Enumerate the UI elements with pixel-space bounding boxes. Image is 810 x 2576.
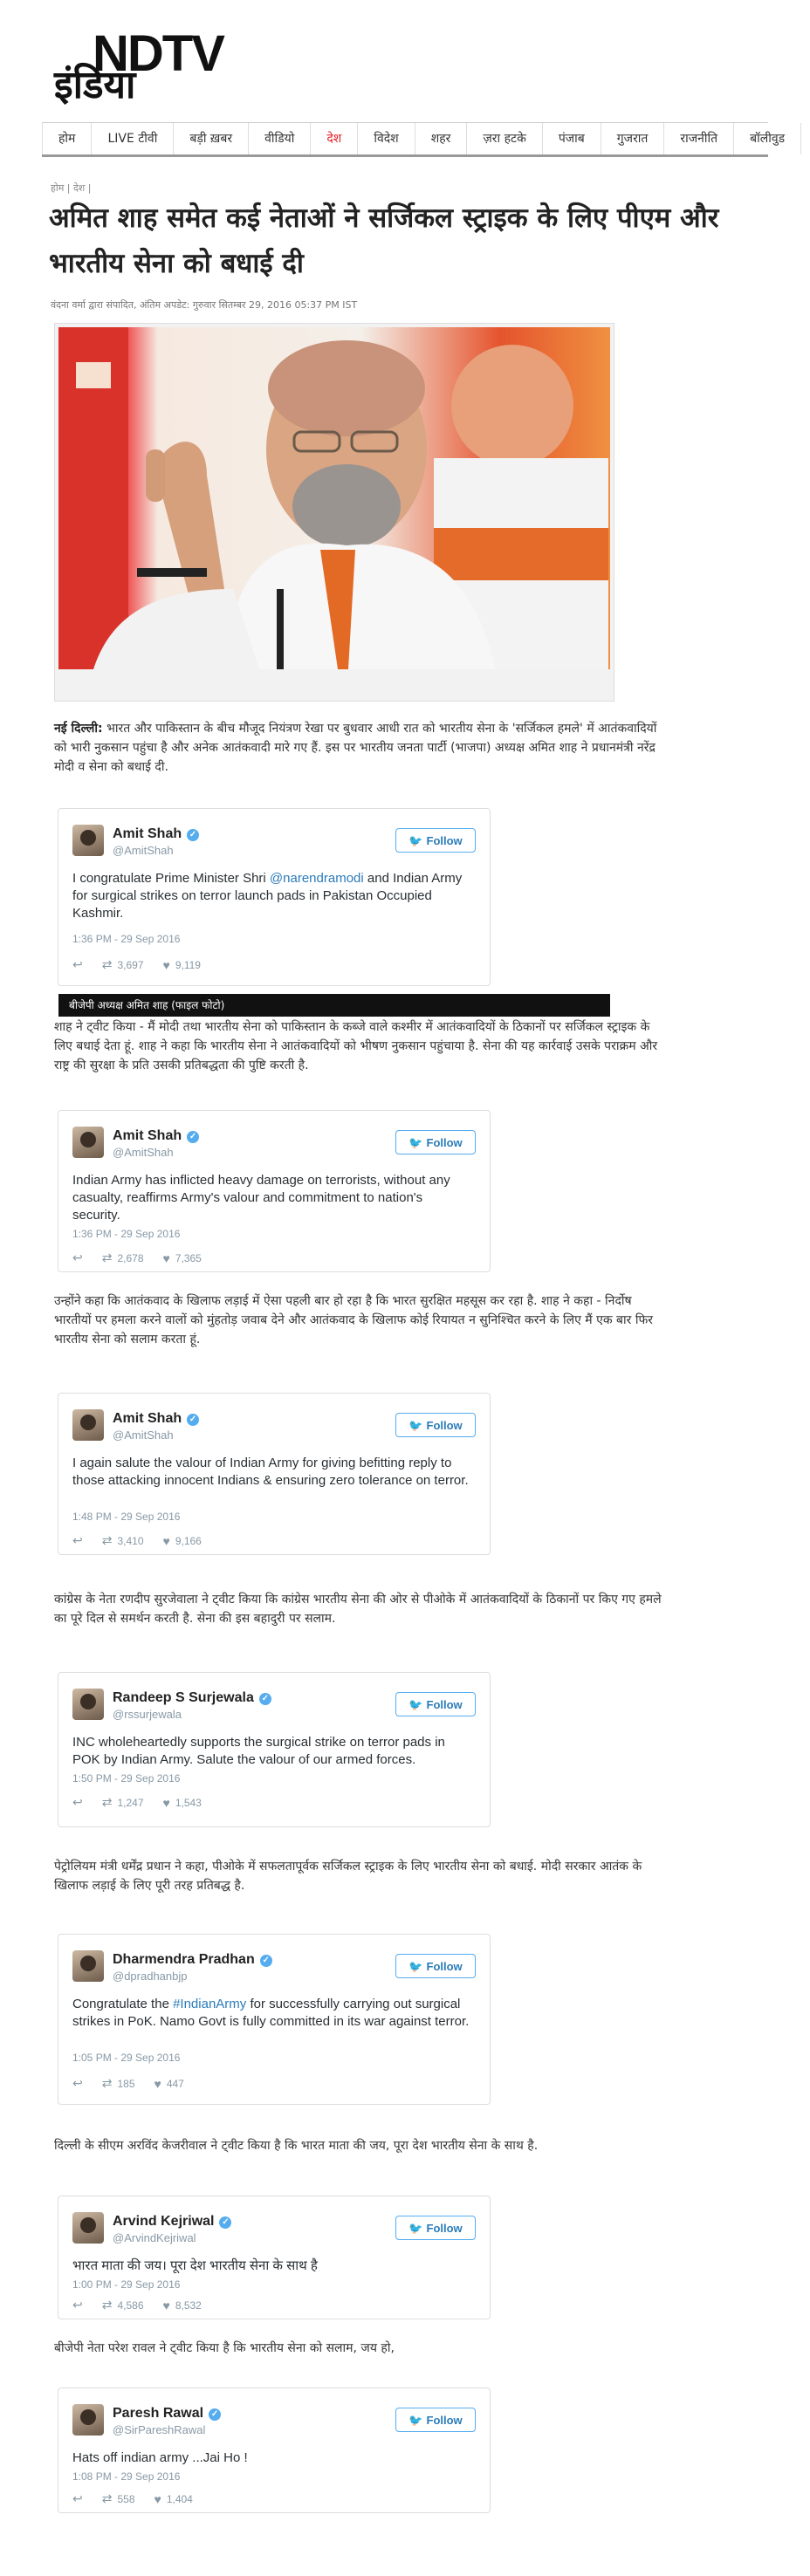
main-nav xyxy=(42,122,786,157)
tweet-mention-link[interactable]: @narendramodi xyxy=(269,871,364,886)
heart-icon: ♥ xyxy=(162,2298,170,2312)
hero-photo xyxy=(58,327,610,669)
nav-item-videos[interactable]: वीडियो xyxy=(249,123,311,154)
reply-icon: ↩ xyxy=(72,1795,83,1809)
nav-item-live-tv[interactable]: LIVE टीवी xyxy=(92,123,174,154)
twitter-bird-icon: 🐦 xyxy=(408,1960,423,1973)
retweet-action[interactable]: ⇄ 2,678 xyxy=(101,1250,144,1264)
nav-item-videsh[interactable]: विदेश xyxy=(358,123,415,154)
verified-badge-icon: ✓ xyxy=(187,1414,199,1426)
logo-india-text: इंडिया xyxy=(54,63,136,107)
ndtv-india-logo[interactable] xyxy=(54,26,278,106)
twitter-bird-icon: 🐦 xyxy=(408,1419,423,1432)
tweet-timestamp[interactable]: 1:36 PM - 29 Sep 2016 xyxy=(72,933,181,945)
like-action[interactable]: ♥ 447 xyxy=(154,2076,184,2091)
twitter-bird-icon: 🐦 xyxy=(408,834,423,847)
hero-caption: बीजेपी अध्यक्ष अमित शाह (फाइल फोटो) xyxy=(58,994,610,1017)
tweet-text: Indian Army has inflicted heavy damage on terrorists, without any casualty, reaffirms Army's valour and commitment to nation's security. xyxy=(72,1173,450,1223)
tweet-author-handle[interactable]: @AmitShah xyxy=(113,1428,174,1442)
breadcrumb[interactable]: होम | देश | xyxy=(51,182,92,194)
retweet-action[interactable]: ⇄ 558 xyxy=(101,2491,135,2505)
tweet-text: I again salute the valour of Indian Army for giving befitting reply to those attacking innocent Indians & ensuring zero tolerance on terror. xyxy=(72,1456,469,1488)
tweet-author-handle[interactable]: @AmitShah xyxy=(113,1146,174,1159)
verified-badge-icon: ✓ xyxy=(209,2408,221,2421)
heart-icon: ♥ xyxy=(154,2491,161,2506)
tweet-text: Congratulate the #IndianArmy for successfully carrying out surgical strikes in PoK. Namo Govt is fully committed in its war against terror. xyxy=(72,1997,470,2029)
retweet-icon: ⇄ xyxy=(101,1795,113,1809)
reply-icon: ↩ xyxy=(72,2491,83,2505)
article-paragraph: शाह ने ट्वीट किया - मैं मोदी तथा भारतीय सेना को पाकिस्तान के कब्जे वाले कश्मीर में आतंकवादियों के ठिकानों पर सर्जिकल स्ट्राइक के लिए बधाई देता हूं. शाह ने कहा कि भारतीय सेना ने आतंकवादियों को भीषण नुकसान पहुंचाया है. सेना की यह कार्रवाई उसके पराक्रम और राष्ट्र की सुरक्षा के प्रति उसकी प्रतिबद्धता की पुष्टि करती है. xyxy=(54,1020,658,1072)
avatar[interactable] xyxy=(72,1950,104,1982)
reply-action[interactable] xyxy=(72,2076,83,2091)
embedded-tweet[interactable] xyxy=(58,1393,491,1555)
tweet-actions xyxy=(72,1250,202,1265)
retweet-icon: ⇄ xyxy=(101,2298,113,2312)
tweet-actions xyxy=(72,1795,202,1810)
nav-item-gujarat[interactable]: गुजरात xyxy=(601,123,665,154)
article-paragraph: पेट्रोलियम मंत्री धर्मेंद्र प्रधान ने कहा, पीओके में सफलतापूर्वक सर्जिकल स्ट्राइक के लिए भारतीय सेना को बधाई. मोदी सरकार आतंक के खिलाफ लड़ाई के लिए पूरी तरह प्रतिबद्ध है. xyxy=(54,1860,642,1893)
tweet-author-name[interactable]: Randeep S Surjewala ✓ xyxy=(113,1690,271,1706)
verified-badge-icon: ✓ xyxy=(187,829,199,841)
tweet-author-name[interactable]: Amit Shah ✓ xyxy=(113,1128,199,1144)
article-paragraph: बीजेपी नेता परेश रावल ने ट्वीट किया है कि भारतीय सेना को सलाम, जय हो, xyxy=(54,2341,395,2355)
nav-item-bollywood[interactable]: बॉलीवुड xyxy=(734,123,801,154)
intro-dateline: नई दिल्ली: xyxy=(54,722,103,736)
follow-button[interactable]: 🐦 Follow xyxy=(395,1954,476,1978)
article-intro xyxy=(54,719,665,777)
tweet-text: भारत माता की जय। पूरा देश भारतीय सेना के साथ है xyxy=(72,2258,318,2273)
follow-button[interactable]: 🐦 Follow xyxy=(395,1692,476,1716)
tweet-author-handle[interactable]: @ArvindKejriwal xyxy=(113,2231,196,2244)
embedded-tweet[interactable] xyxy=(58,2388,491,2513)
like-action[interactable]: ♥ 1,404 xyxy=(154,2491,193,2506)
heart-icon: ♥ xyxy=(162,1250,170,1265)
tweet-author-name[interactable]: Amit Shah ✓ xyxy=(113,1411,199,1427)
logo-ndtv-text: NDTV xyxy=(93,25,223,82)
avatar[interactable] xyxy=(72,825,104,856)
retweet-icon: ⇄ xyxy=(101,957,113,971)
tweet-actions xyxy=(72,957,201,972)
like-action[interactable]: ♥ 7,365 xyxy=(162,1250,202,1265)
tweet-timestamp[interactable]: 1:00 PM - 29 Sep 2016 xyxy=(72,2278,181,2291)
twitter-bird-icon: 🐦 xyxy=(408,2414,423,2427)
nav-item-badi-khabar[interactable]: बड़ी ख़बर xyxy=(174,123,249,154)
reply-icon: ↩ xyxy=(72,957,83,971)
heart-icon: ♥ xyxy=(162,957,170,972)
tweet-author-handle[interactable]: @AmitShah xyxy=(113,844,174,857)
nav-item-zara-hatke[interactable]: ज़रा हटके xyxy=(467,123,542,154)
tweet-author-name[interactable]: Paresh Rawal ✓ xyxy=(113,2406,221,2422)
nav-item-shahar[interactable]: शहर xyxy=(415,123,468,154)
reply-icon: ↩ xyxy=(72,2076,83,2090)
tweet-author-handle[interactable]: @dpradhanbjp xyxy=(113,1970,188,1983)
tweet-hashtag-link[interactable]: #IndianArmy xyxy=(173,1997,247,2011)
article-headline: अमित शाह समेत कई नेताओं ने सर्जिकल स्ट्राइक के लिए पीएम और भारतीय सेना को बधाई दी xyxy=(49,202,719,279)
reply-action[interactable] xyxy=(72,1795,83,1810)
heart-icon: ♥ xyxy=(154,2076,161,2091)
retweet-action[interactable]: ⇄ 3,697 xyxy=(101,957,144,971)
tweet-text: INC wholeheartedly supports the surgical strike on terror pads in POK by Indian Army. Salute the valour of our armed forces. xyxy=(72,1735,445,1767)
reply-action[interactable] xyxy=(72,1250,83,1265)
reply-action[interactable] xyxy=(72,2491,83,2506)
embedded-tweet[interactable] xyxy=(58,808,491,986)
amit-shah-photo-illustration xyxy=(58,327,610,669)
nav-item-home[interactable]: होम xyxy=(42,123,92,154)
retweet-icon: ⇄ xyxy=(101,2076,113,2090)
retweet-action[interactable]: ⇄ 4,586 xyxy=(101,2298,144,2312)
verified-badge-icon: ✓ xyxy=(187,1131,199,1143)
retweet-action[interactable]: ⇄ 3,410 xyxy=(101,1533,144,1547)
tweet-author-name[interactable]: Dharmendra Pradhan ✓ xyxy=(113,1952,272,1968)
article-paragraph: उन्होंने कहा कि आतंकवाद के खिलाफ लड़ाई में ऐसा पहली बार हो रहा है कि भारत सुरक्षित महसूस कर रहा है. शाह ने कहा - निर्दोष भारतीयों पर हमला करने वालों को मुंहतोड़ जवाब देने और आतंकवाद के खिलाफ कोई रियायत न सुनिश्चित करने के लिए मैं एक बार फिर भारतीय सेना को सलाम करता हूं. xyxy=(54,1294,653,1346)
verified-badge-icon: ✓ xyxy=(259,1693,271,1705)
follow-button[interactable]: 🐦 Follow xyxy=(395,1413,476,1437)
reply-icon: ↩ xyxy=(72,1250,83,1264)
tweet-text: I congratulate Prime Minister Shri @narendramodi and Indian Army for surgical strikes on terror launch pads in Pakistan Occupied Kashmir. xyxy=(72,871,463,921)
twitter-bird-icon: 🐦 xyxy=(408,1698,423,1711)
tweet-timestamp[interactable]: 1:50 PM - 29 Sep 2016 xyxy=(72,1772,181,1785)
avatar[interactable] xyxy=(72,1127,104,1158)
embedded-tweet[interactable] xyxy=(58,1110,491,1272)
reply-action[interactable] xyxy=(72,2298,83,2312)
tweet-author-handle[interactable]: @rssurjewala xyxy=(113,1708,182,1721)
tweet-author-handle[interactable]: @SirPareshRawal xyxy=(113,2423,206,2436)
verified-badge-icon: ✓ xyxy=(260,1955,272,1967)
nav-item-punjab[interactable]: पंजाब xyxy=(543,123,601,154)
embedded-tweet[interactable] xyxy=(58,1934,491,2105)
twitter-bird-icon: 🐦 xyxy=(408,2222,423,2235)
twitter-bird-icon: 🐦 xyxy=(408,1136,423,1149)
tweet-actions xyxy=(72,1533,202,1548)
retweet-icon: ⇄ xyxy=(101,1533,113,1547)
tweet-timestamp[interactable]: 1:36 PM - 29 Sep 2016 xyxy=(72,1228,181,1240)
tweet-actions xyxy=(72,2491,193,2506)
avatar[interactable] xyxy=(72,2404,104,2436)
intro-text: भारत और पाकिस्तान के बीच मौजूद नियंत्रण रेखा पर बुधवार आधी रात को भारतीय सेना के 'सर्जिकल हमले' में आतंकवादियों को भारी नुकसान पहुंचा है और अनेक आतंकवादी मारे गए हैं. इस पर भारतीय जनता पार्टी (भाजपा) अध्यक्ष अमित शाह ने प्रधानमंत्री नरेंद्र मोदी व सेना को बधाई दी. xyxy=(54,722,657,774)
avatar[interactable] xyxy=(72,2212,104,2244)
retweet-action[interactable]: ⇄ 1,247 xyxy=(101,1795,144,1809)
tweet-actions xyxy=(72,2298,202,2312)
reply-action[interactable] xyxy=(72,1533,83,1548)
nav-item-desh[interactable]: देश xyxy=(311,123,358,154)
tweet-timestamp[interactable]: 1:08 PM - 29 Sep 2016 xyxy=(72,2470,181,2483)
verified-badge-icon: ✓ xyxy=(219,2216,231,2229)
article-byline: वंदना वर्मा द्वारा संपादित, अंतिम अपडेट: गुरुवार सितम्बर 29, 2016 05:37 PM IST xyxy=(51,299,358,311)
article-paragraph: कांग्रेस के नेता रणदीप सुरजेवाला ने ट्वीट किया कि कांग्रेस भारतीय सेना की ओर से पीओके में आतंकवादियों के ठिकानों पर किए गए हमले का पूरे दिल से समर्थन करती है. सेना की इस बहादुरी पर सलाम. xyxy=(54,1593,662,1626)
like-action[interactable]: ♥ 9,166 xyxy=(162,1533,202,1548)
like-action[interactable]: ♥ 9,119 xyxy=(162,957,201,972)
tweet-actions xyxy=(72,2076,184,2091)
article-paragraph: दिल्ली के सीएम अरविंद केजरीवाल ने ट्वीट किया है कि भारत माता की जय, पूरा देश भारतीय सेना के साथ है. xyxy=(54,2139,539,2153)
nav-item-rajneeti[interactable]: राजनीति xyxy=(664,123,734,154)
embedded-tweet[interactable] xyxy=(58,1672,491,1827)
follow-button[interactable]: 🐦 Follow xyxy=(395,2216,476,2240)
follow-button[interactable]: 🐦 Follow xyxy=(395,1130,476,1154)
retweet-icon: ⇄ xyxy=(101,1250,113,1264)
tweet-timestamp[interactable]: 1:48 PM - 29 Sep 2016 xyxy=(72,1511,181,1523)
follow-button[interactable]: 🐦 Follow xyxy=(395,828,476,853)
tweet-author-name[interactable]: Amit Shah ✓ xyxy=(113,826,199,842)
tweet-timestamp[interactable]: 1:05 PM - 29 Sep 2016 xyxy=(72,2052,181,2064)
reply-icon: ↩ xyxy=(72,1533,83,1547)
like-action[interactable]: ♥ 1,543 xyxy=(162,1795,202,1810)
reply-action[interactable] xyxy=(72,957,83,972)
reply-icon: ↩ xyxy=(72,2298,83,2312)
follow-button[interactable]: 🐦 Follow xyxy=(395,2408,476,2432)
heart-icon: ♥ xyxy=(162,1533,170,1548)
like-action[interactable]: ♥ 8,532 xyxy=(162,2298,202,2312)
retweet-action[interactable]: ⇄ 185 xyxy=(101,2076,135,2090)
avatar[interactable] xyxy=(72,1409,104,1441)
tweet-text: Hats off indian army ...Jai Ho ! xyxy=(72,2450,248,2465)
avatar[interactable] xyxy=(72,1689,104,1720)
retweet-icon: ⇄ xyxy=(101,2491,113,2505)
tweet-author-name[interactable]: Arvind Kejriwal ✓ xyxy=(113,2214,231,2230)
heart-icon: ♥ xyxy=(162,1795,170,1810)
embedded-tweet[interactable] xyxy=(58,2196,491,2319)
